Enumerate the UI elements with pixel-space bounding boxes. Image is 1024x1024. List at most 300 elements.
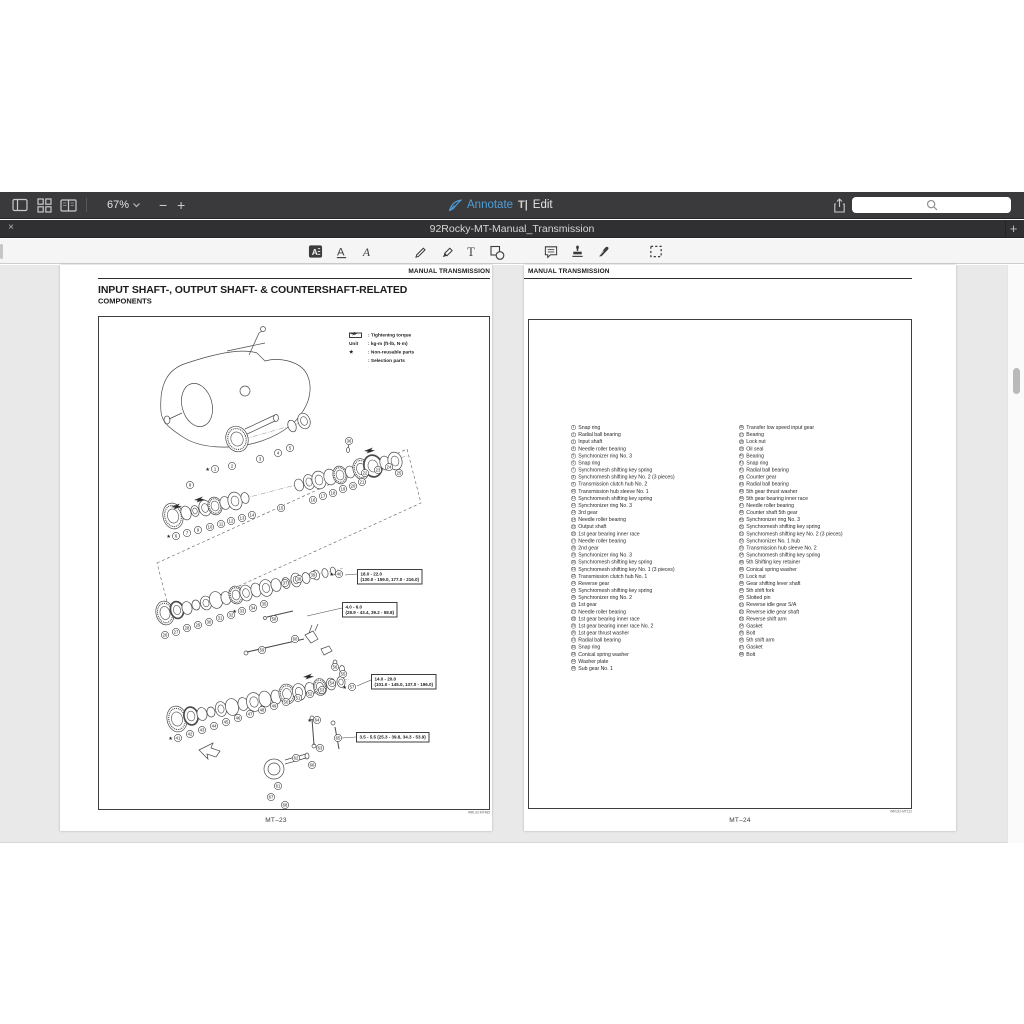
parts-list-column-1	[571, 424, 675, 672]
vertical-scrollbar[interactable]	[1007, 265, 1024, 843]
annotate-button[interactable]	[448, 199, 513, 212]
tab-title[interactable]: 92Rocky-MT-Manual_Transmission	[429, 223, 595, 235]
part-list-item	[739, 452, 843, 459]
part-list-item	[571, 459, 675, 466]
part-number-badge: 9	[572, 482, 575, 486]
part-list-item	[571, 438, 675, 445]
part-list-item	[571, 552, 675, 559]
stamp-icon	[570, 244, 585, 259]
part-number-badge: 67	[739, 645, 744, 649]
header-rule	[524, 278, 912, 279]
part-list-item	[571, 601, 675, 608]
part-name: Conical spring washer	[746, 566, 797, 573]
part-list-item	[739, 502, 843, 509]
sidebar-toggle-button[interactable]	[8, 195, 32, 215]
svg-text:4: 4	[276, 450, 280, 456]
part-number-badge: 4	[572, 446, 575, 451]
svg-text:28: 28	[184, 625, 190, 631]
part-list-item	[739, 424, 843, 431]
italic-a-icon	[360, 244, 375, 260]
part-list-item	[571, 644, 675, 651]
text-style-button[interactable]	[306, 243, 324, 260]
part-name: Needle roller bearing	[578, 445, 626, 452]
part-list-item	[739, 622, 843, 629]
svg-text:65: 65	[335, 735, 341, 741]
part-list-item	[571, 615, 675, 622]
part-name: Reverse shift arm	[746, 615, 787, 622]
part-number-badge: 48	[739, 510, 744, 515]
svg-text:46: 46	[235, 715, 241, 721]
svg-text:★: ★	[205, 467, 210, 473]
part-name: 5th shift fork	[746, 587, 775, 594]
part-name: Snap ring	[578, 644, 601, 651]
annotation-toolbar	[0, 239, 1024, 264]
part-number-badge: 56	[739, 567, 744, 571]
part-name: Reverse idle gear shaft	[746, 608, 800, 615]
part-name: 1st gear bearing inner race	[578, 615, 640, 622]
legend-unit-word: Unit	[349, 341, 359, 347]
legend-unit-value: : kg-m (ft-lb, N·m)	[368, 341, 408, 347]
part-list-item	[571, 622, 675, 629]
part-name: Needle roller bearing	[578, 516, 626, 523]
shapes-tool-button[interactable]	[488, 243, 506, 260]
part-list-item	[739, 544, 843, 551]
part-name: Gasket	[746, 644, 763, 651]
part-name: Sub gear No. 1	[578, 665, 613, 672]
part-list-item	[571, 431, 675, 438]
part-list-item	[739, 566, 843, 573]
underline-a-icon	[334, 244, 349, 260]
part-list-item	[571, 481, 675, 488]
part-number-badge: 33	[571, 652, 576, 656]
part-name: Transmission clutch hub No. 2	[578, 481, 648, 488]
part-name: Bolt	[746, 651, 756, 658]
part-name: Transfer low speed input gear	[746, 424, 815, 431]
part-list-item	[571, 566, 675, 573]
transmission-diagram-svg	[99, 317, 491, 811]
part-list-item	[739, 601, 843, 608]
svg-text:3: 3	[258, 456, 262, 462]
part-number-badge: 43	[739, 475, 744, 479]
pen-icon	[596, 244, 611, 259]
part-list-item	[571, 594, 675, 601]
part-number-badge: 42	[739, 468, 744, 472]
part-number-badge: 23	[571, 581, 576, 586]
part-name: 5th Shifting key retainer	[746, 559, 801, 566]
part-name: Reverse idle gear S/A	[746, 601, 797, 608]
part-name: 3rd gear	[578, 509, 598, 516]
parts-list-box	[528, 319, 912, 809]
part-list-item	[571, 559, 675, 566]
section-title-line1: INPUT SHAFT-, OUTPUT SHAFT- & COUNTERSHAFT-RELATED	[98, 284, 408, 296]
torque-callout-4: 3.5 - 5.5 (25.3 - 39.8, 34.3 - 53.9)	[356, 732, 429, 742]
section-title-line2: COMPONENTS	[98, 297, 152, 306]
part-number-badge: 59	[739, 588, 744, 593]
part-list-item	[739, 608, 843, 615]
part-list-item	[571, 523, 675, 530]
comment-tool-button[interactable]	[542, 243, 560, 260]
legend-selection-label: : Selection parts	[368, 358, 405, 364]
edit-button[interactable]	[518, 199, 553, 211]
svg-text:13: 13	[239, 515, 245, 521]
part-name: Synchromesh shifting key spring	[746, 552, 821, 559]
part-list-item	[739, 580, 843, 587]
search-field[interactable]	[852, 197, 1011, 213]
part-list-item	[571, 651, 675, 658]
svg-text:59: 59	[259, 647, 265, 653]
page-number-mt24: MT–24	[729, 816, 751, 824]
part-name: Radial ball bearing	[578, 637, 621, 644]
svg-text:★: ★	[342, 685, 347, 691]
page-mt24	[524, 265, 956, 831]
part-number-badge: 8	[572, 475, 575, 479]
part-number-badge: 17	[571, 539, 576, 543]
text-cursor-icon: T|	[518, 199, 528, 211]
part-name: Synchromesh shifting key spring	[746, 523, 821, 530]
part-name: Snap ring	[746, 459, 769, 466]
page-mt23	[60, 265, 492, 831]
part-number-badge: 29	[571, 624, 576, 628]
part-number-badge: 27	[571, 609, 576, 614]
part-name: Synchronizer ring No. 3	[578, 552, 632, 559]
part-list-item	[571, 637, 675, 644]
svg-text:18: 18	[330, 490, 336, 496]
pen-sign-tool-button[interactable]	[594, 243, 612, 260]
part-list-item	[739, 509, 843, 516]
part-list-item	[571, 424, 675, 431]
part-list-item	[571, 629, 675, 636]
text-tool-button[interactable]	[462, 243, 480, 260]
share-icon	[833, 198, 846, 213]
part-list-item	[571, 544, 675, 551]
part-name: Snap ring	[578, 459, 601, 466]
part-number-badge: 54	[739, 553, 744, 557]
part-list-item	[571, 516, 675, 523]
part-number-badge: 3	[572, 439, 575, 444]
svg-text:68: 68	[282, 802, 288, 808]
part-list-item	[739, 615, 843, 622]
svg-text:48: 48	[259, 707, 265, 713]
annotate-label: Annotate	[467, 199, 514, 211]
svg-text:41: 41	[175, 735, 181, 741]
new-tab-button[interactable]: +	[1005, 221, 1021, 237]
svg-text:58: 58	[271, 616, 277, 622]
part-list-item	[571, 587, 675, 594]
svg-text:43: 43	[199, 727, 205, 733]
torque-callout-3: 14.0 - 20.0 (101.0 - 145.0, 137.0 - 196.0)	[371, 674, 437, 690]
part-number-badge: 20	[571, 560, 576, 564]
svg-text:47: 47	[247, 711, 253, 717]
part-name: Synchronizer ring No. 3	[578, 452, 632, 459]
running-header-left-page: MANUAL TRANSMISSION	[408, 267, 490, 275]
part-number-badge: 14	[571, 517, 576, 522]
part-number-badge: 60	[739, 595, 744, 600]
svg-text:38: 38	[296, 576, 302, 582]
highlighter-tool-button[interactable]	[437, 243, 455, 260]
svg-text:32: 32	[228, 612, 234, 618]
svg-text:A: A	[311, 246, 318, 257]
part-list-item	[739, 459, 843, 466]
part-name: Transmission hub sleeve No. 1	[578, 488, 649, 495]
part-number-badge: 1	[572, 425, 575, 430]
part-name: Slotted pin	[746, 594, 771, 601]
part-number-badge: 57	[739, 574, 744, 578]
part-name: Snap ring	[578, 424, 601, 431]
marker-icon	[439, 244, 454, 259]
part-number-badge: 25	[571, 595, 576, 600]
italic-text-button[interactable]	[358, 243, 376, 260]
part-number-badge: 37	[739, 432, 744, 437]
svg-text:20: 20	[350, 483, 356, 489]
part-list-item	[739, 530, 843, 537]
svg-text:★: ★	[168, 736, 173, 742]
part-list-item	[739, 637, 843, 644]
svg-text:33: 33	[239, 608, 245, 614]
part-list-item	[739, 488, 843, 495]
part-number-badge: 26	[571, 602, 576, 607]
part-list-item	[571, 467, 675, 474]
part-number-badge: 39	[739, 446, 744, 451]
part-name: Synchromesh shifting key spring	[578, 495, 653, 502]
part-number-badge: 58	[739, 581, 744, 586]
part-list-item	[739, 438, 843, 445]
main-toolbar	[0, 192, 1024, 219]
part-name: Synchromesh shifting key spring	[578, 559, 653, 566]
part-list-item	[739, 594, 843, 601]
svg-text:64: 64	[314, 717, 320, 723]
svg-text:42: 42	[187, 731, 193, 737]
part-list-item	[571, 452, 675, 459]
part-name: Washer plate	[578, 658, 609, 665]
part-number-badge: 44	[739, 482, 744, 486]
svg-text:17: 17	[320, 493, 326, 499]
part-number-badge: 6	[572, 461, 575, 465]
pencil-icon	[413, 244, 428, 259]
svg-text:12: 12	[228, 518, 234, 524]
part-name: Input shaft	[578, 438, 603, 445]
part-name: Bolt	[746, 630, 756, 637]
two-page-view-button[interactable]	[56, 195, 80, 215]
part-name: Conical spring washer	[578, 651, 629, 658]
non-reusable-star-symbol: ★	[349, 349, 354, 355]
part-name: Gear shifting lever shaft	[746, 580, 801, 587]
two-page-icon	[60, 199, 77, 212]
part-number-badge: 49	[739, 517, 744, 522]
part-number-badge: 34	[571, 659, 576, 663]
figure-code-left: WRL92-MT485	[467, 811, 490, 815]
part-name: 2nd gear	[578, 545, 599, 551]
part-list-item	[571, 509, 675, 516]
part-list-item	[571, 665, 675, 672]
thumbnails-view-button[interactable]	[32, 195, 56, 215]
svg-text:57: 57	[349, 684, 355, 690]
svg-text:50: 50	[283, 699, 289, 705]
exploded-view-diagram	[98, 316, 490, 810]
svg-text:23: 23	[375, 467, 381, 473]
part-list-item	[571, 495, 675, 502]
svg-text:T: T	[466, 244, 475, 259]
part-number-badge: 16	[571, 531, 576, 536]
edit-label: Edit	[532, 199, 553, 211]
svg-text:44: 44	[211, 723, 217, 729]
part-name: Radial ball bearing	[746, 481, 789, 488]
svg-text:16: 16	[310, 497, 316, 503]
part-number-badge: 21	[571, 567, 576, 571]
selection-arrow-symbol	[349, 331, 360, 336]
svg-text:15: 15	[278, 505, 284, 511]
svg-text:6: 6	[174, 533, 178, 539]
svg-text:54: 54	[329, 680, 335, 686]
part-list-item	[739, 559, 843, 566]
svg-text:22: 22	[362, 470, 368, 476]
svg-text:A: A	[362, 245, 370, 259]
svg-text:52: 52	[307, 691, 313, 697]
part-name: Synchronizer No. 1 hub	[746, 537, 801, 544]
part-name: Synchromesh shifting key No. 2 (3 pieces)	[578, 474, 675, 481]
document-viewport[interactable]	[0, 265, 1024, 843]
pencil-tool-button[interactable]	[411, 243, 429, 260]
part-list-item	[739, 516, 843, 523]
svg-text:24: 24	[386, 464, 392, 470]
part-name: Radial ball bearing	[578, 431, 621, 438]
part-name: Oil seal	[746, 445, 764, 452]
tab-close-button[interactable]: ×	[8, 222, 14, 233]
part-name: Needle roller bearing	[578, 608, 626, 615]
part-number-badge: 38	[739, 439, 744, 444]
part-list-item	[571, 537, 675, 544]
svg-text:29: 29	[195, 622, 201, 628]
part-number-badge: 11	[571, 496, 576, 501]
part-list-item	[739, 587, 843, 594]
svg-text:55: 55	[340, 671, 346, 677]
legend-torque-label: : Tightening torque	[368, 332, 412, 338]
share-button[interactable]	[827, 195, 851, 215]
select-rect-icon	[648, 244, 664, 259]
part-name: 1st gear thrust washer	[578, 630, 630, 637]
part-number-badge: 7	[572, 468, 575, 472]
shapes-icon	[489, 244, 505, 260]
svg-text:★: ★	[166, 534, 171, 540]
part-number-badge: 64	[739, 624, 744, 628]
svg-text:★: ★	[329, 572, 334, 578]
header-rule	[98, 278, 490, 279]
part-name: 5th gear bearing inner race	[746, 495, 808, 502]
part-number-badge: 61	[739, 602, 744, 607]
part-name: Needle roller bearing	[746, 502, 794, 509]
part-list-item	[571, 502, 675, 509]
zoom-in-button[interactable]: +	[176, 197, 186, 213]
svg-text:★: ★	[307, 718, 312, 724]
part-number-badge: 66	[739, 638, 744, 642]
part-number-badge: 62	[739, 609, 744, 614]
part-number-badge: 41	[739, 461, 744, 465]
svg-text:A: A	[336, 245, 345, 258]
tab-bar	[0, 220, 1024, 238]
part-number-badge: 30	[571, 631, 576, 635]
part-number-badge: 36	[739, 425, 744, 430]
part-list-item	[571, 445, 675, 452]
toolbar-divider	[86, 198, 87, 212]
part-name: 5th gear thrust washer	[746, 488, 798, 495]
svg-text:35: 35	[261, 601, 267, 607]
part-name: Synchronizer ring No. 2	[578, 594, 632, 601]
stamp-tool-button[interactable]	[568, 243, 586, 260]
part-list-item	[739, 467, 843, 474]
part-number-badge: 19	[571, 553, 576, 557]
zoom-out-button[interactable]: −	[158, 197, 168, 213]
part-list-item	[571, 573, 675, 580]
part-list-item	[571, 580, 675, 587]
svg-text:60: 60	[292, 636, 298, 642]
svg-text:21: 21	[359, 479, 365, 485]
page-number-mt23: MT–23	[265, 816, 287, 824]
svg-text:2: 2	[230, 463, 234, 469]
part-name: Bearing	[746, 431, 764, 438]
svg-text:19: 19	[340, 486, 346, 492]
svg-text:34: 34	[250, 605, 256, 611]
part-list-item	[739, 445, 843, 452]
chevron-down-icon	[133, 203, 140, 208]
part-number-badge: 55	[739, 560, 744, 564]
svg-text:40: 40	[336, 571, 342, 577]
part-number-badge: 45	[739, 489, 744, 493]
part-number-badge: 10	[571, 489, 576, 493]
svg-text:5: 5	[288, 445, 292, 451]
part-name: Counter shaft 5th gear	[746, 509, 798, 516]
part-number-badge: 24	[571, 588, 576, 593]
svg-text:56: 56	[332, 664, 338, 670]
part-number-badge: 12	[571, 503, 576, 508]
part-list-item	[739, 523, 843, 530]
part-name: Reverse gear	[578, 580, 610, 587]
part-name: Counter gear	[746, 474, 777, 481]
underline-text-button[interactable]	[332, 243, 350, 260]
comment-icon	[543, 244, 559, 259]
part-number-badge: 31	[571, 638, 576, 642]
part-list-item	[571, 530, 675, 537]
torque-callout-2: 4.0 - 6.0 (28.9 - 43.4, 39.2 - 58.8)	[342, 602, 398, 618]
part-name: 1st gear bearing inner race No. 2	[578, 622, 654, 629]
select-rect-tool-button[interactable]	[647, 243, 665, 260]
zoom-control[interactable]	[107, 199, 140, 211]
svg-text:66: 66	[309, 762, 315, 768]
diagram-legend	[349, 331, 414, 365]
part-list-item	[571, 608, 675, 615]
part-list-item	[739, 431, 843, 438]
thumbnails-icon	[37, 198, 52, 213]
sidebar-icon	[12, 198, 28, 212]
svg-text:49: 49	[271, 703, 277, 709]
svg-text:67: 67	[268, 794, 274, 800]
part-list-item	[739, 537, 843, 544]
svg-text:53: 53	[319, 687, 325, 693]
part-list-item	[571, 488, 675, 495]
part-number-badge: 63	[739, 616, 744, 621]
search-input[interactable]	[852, 197, 1011, 213]
text-tool-icon	[464, 244, 479, 260]
svg-text:25: 25	[396, 470, 402, 476]
part-name: Synchronizer ring No. 3	[578, 502, 632, 509]
part-number-badge: 68	[739, 652, 744, 656]
part-number-badge: 15	[571, 524, 576, 529]
part-number-badge: 13	[571, 510, 576, 515]
svg-text:1: 1	[213, 466, 217, 472]
svg-text:8: 8	[188, 482, 192, 488]
part-name: 5th shift arm	[746, 637, 775, 644]
part-list-item	[739, 573, 843, 580]
svg-text:27: 27	[173, 629, 179, 635]
scrollbar-thumb[interactable]	[1013, 368, 1020, 394]
